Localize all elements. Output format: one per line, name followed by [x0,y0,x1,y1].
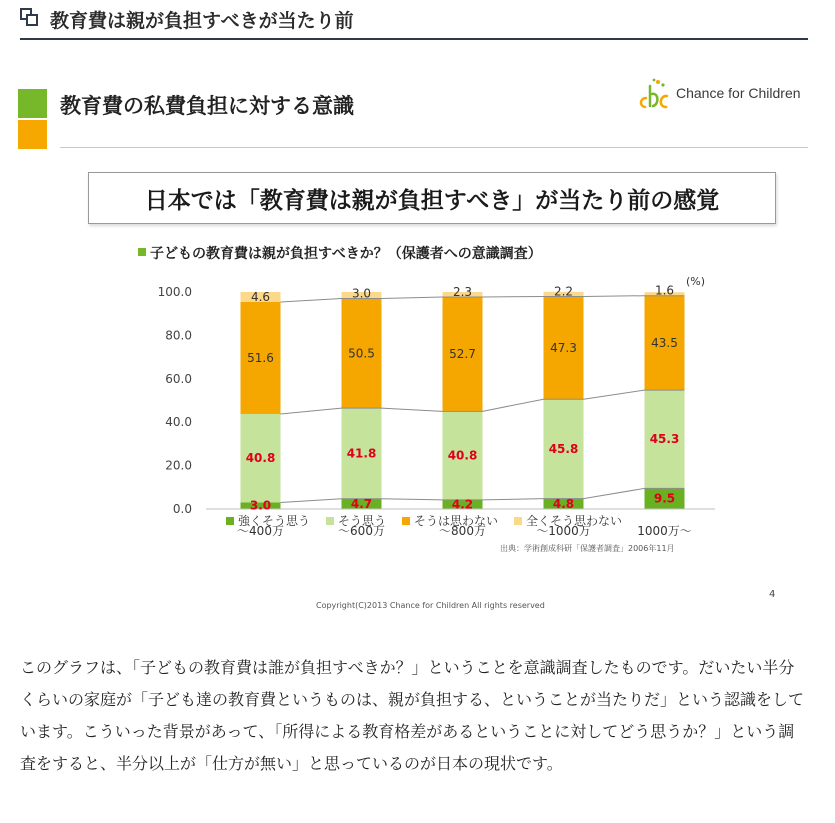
slide-title: 教育費の私費負担に対する意識 [60,94,354,118]
data-label: 2.2 [553,284,574,299]
legend-item [514,512,622,529]
square-bullet-icon [138,248,146,256]
headline-box [88,172,776,224]
chart-title-text: 子どもの教育費は親が負担すべきか？（保護者への意識調査） [150,246,542,262]
legend-swatch [402,517,410,525]
legend-item [326,512,386,529]
data-label: 1.6 [654,283,675,298]
title-accent-green [18,89,47,118]
x-category-label: ～800万 [439,524,486,538]
y-tick-label: 0.0 [172,502,192,516]
data-label: 40.8 [245,451,276,466]
x-category-label: ～600万 [338,524,385,538]
data-label: 47.3 [550,340,577,355]
body-paragraph: このグラフは、「子どもの教育費は誰が負担すべきか？」ということを意識調査したものです。だいたい半分くらいの家庭が「子ども達の教育費というものは、親が負担する、ということが当たりだ」という認識をしています。こういった背景があって、「所得による教育格差があるということに対してどう思うか？」という調査をすると、半分以上が「仕方が無い」と思っているのが日本の現状です。 [20,658,805,773]
y-tick-label: 20.0 [165,458,192,473]
cfc-logo-icon [636,76,672,114]
window-stack-icon [20,8,38,26]
slide-divider [60,147,808,148]
legend-label: そう思う [338,514,387,528]
y-tick-label: 40.0 [165,415,192,430]
copyright-note: Copyright(C)2013 Chance for Children All rights reserved [316,601,545,610]
presentation-slide [0,40,835,620]
data-label: 4.6 [250,289,271,304]
chart-legend [226,512,638,529]
brand-logo [636,76,811,114]
legend-label: 全くそう思わない [526,514,623,528]
data-label: 40.8 [447,448,478,463]
data-label: 4.2 [451,497,474,512]
data-label: 3.0 [249,498,272,513]
legend-swatch [226,517,234,525]
data-label: 4.7 [350,496,373,511]
data-label: 9.5 [653,491,676,506]
legend-label: 強くそう思う [238,514,311,528]
legend-item [226,512,310,529]
data-label: 43.5 [651,335,678,350]
title-accent-orange [18,120,47,149]
legend-label: そうは思わない [414,514,499,528]
legend-item [402,512,498,529]
unit-label: (%) [685,275,705,288]
data-label: 52.7 [449,347,476,362]
legend-swatch [514,517,522,525]
article-title: 教育費は親が負担すべきが当たり前 [50,10,354,32]
headline-text: 日本では「教育費は親が負担すべき」が当たり前の感覚 [144,188,720,214]
y-tick-label: 100.0 [157,285,192,299]
logo-text: Chance for Children [676,85,801,101]
data-label: 51.6 [247,350,274,365]
data-label: 2.3 [452,284,473,299]
y-tick-label: 60.0 [165,371,192,386]
legend-swatch [326,517,334,525]
y-tick-label: 80.0 [165,328,192,343]
data-label: 3.0 [351,286,372,301]
x-category-label: 1000万～ [637,524,692,538]
data-label: 45.3 [649,432,680,447]
x-category-label: ～1000万 [536,524,591,538]
data-label: 50.5 [348,346,375,361]
data-label: 45.8 [548,441,579,456]
chart-title [138,243,542,263]
data-label: 4.8 [552,496,575,511]
source-note: 出典：学術創成科研「保護者調査」2006年11月 [500,544,675,553]
article-header [20,0,808,40]
data-label: 41.8 [346,446,377,461]
chart-svg [140,272,720,542]
page-number: 4 [769,589,776,600]
stacked-bar-chart [140,272,720,542]
x-category-label: ～400万 [237,524,284,538]
